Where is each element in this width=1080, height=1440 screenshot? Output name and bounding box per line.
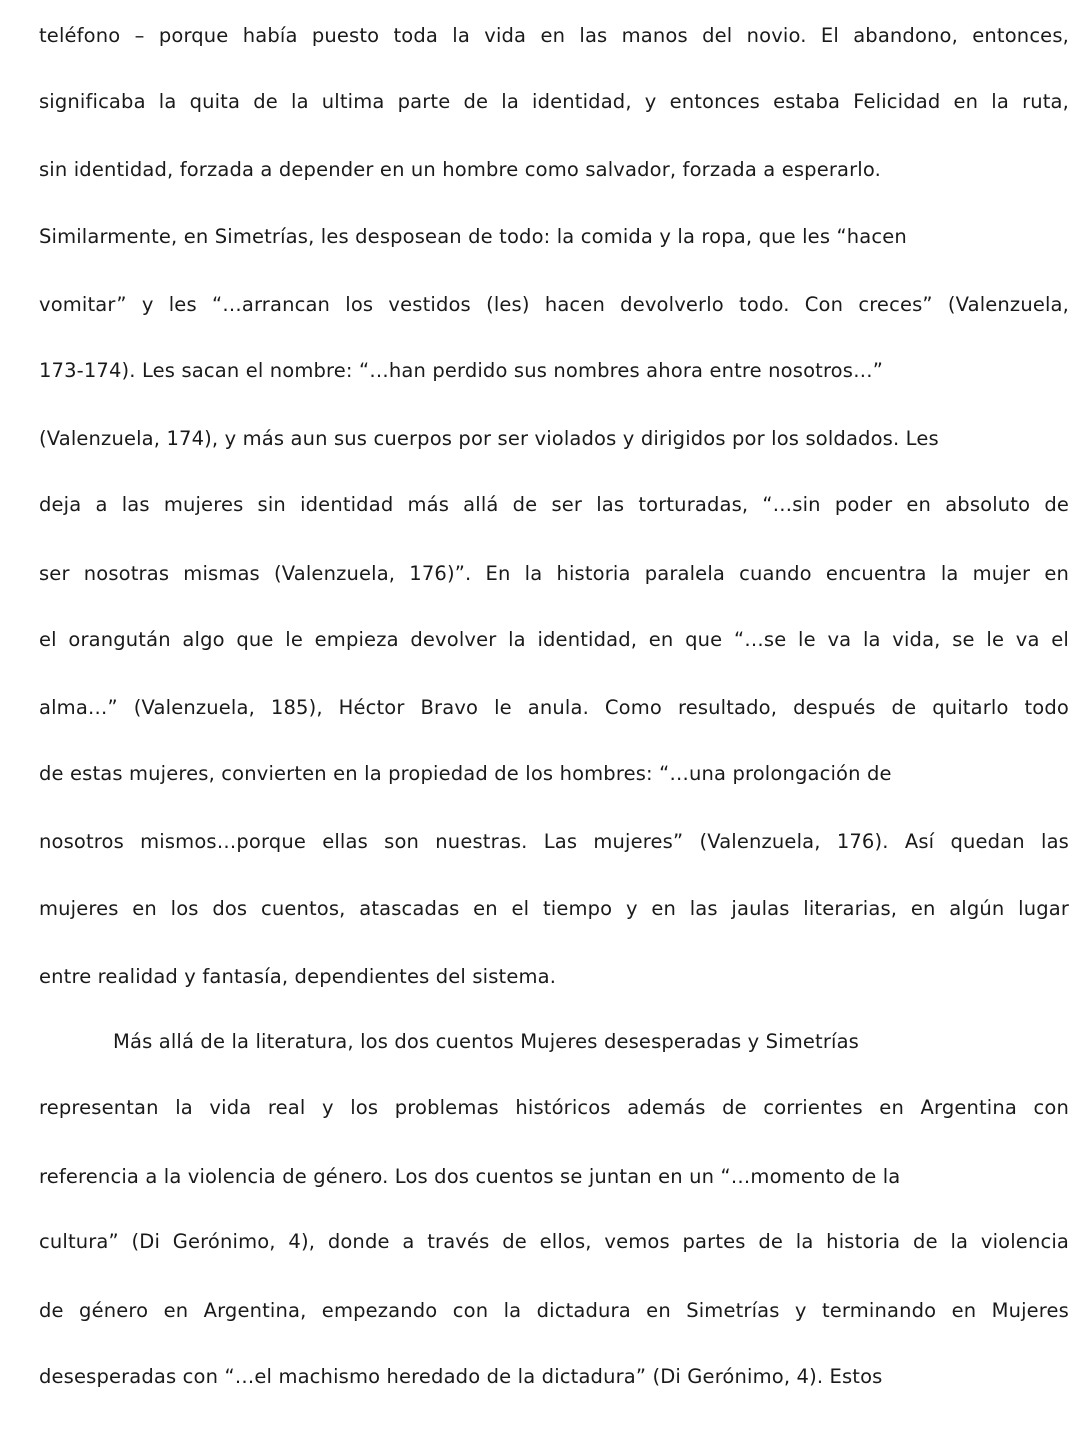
text-line: nosotros mismos…porque ellas son nuestras. Las mujeres” (Valenzuela, 176). Así quedan las bbox=[39, 830, 1069, 853]
text-line: de género en Argentina, empezando con la dictadura en Simetrías y terminando en Mujeres bbox=[39, 1299, 1069, 1322]
text-line: significaba la quita de la ultima parte de la identidad, y entonces estaba Felicidad en la ruta, bbox=[39, 90, 1069, 113]
text-line: entre realidad y fantasía, dependientes del sistema. bbox=[39, 965, 557, 988]
paragraph-first-line: Más allá de la literatura, los dos cuentos Mujeres desesperadas y Simetrías bbox=[113, 1030, 859, 1053]
text-line: alma…” (Valenzuela, 185), Héctor Bravo le anula. Como resultado, después de quitarlo todo bbox=[39, 696, 1069, 719]
text-line: desesperadas con “…el machismo heredado de la dictadura” (Di Gerónimo, 4). Estos bbox=[39, 1365, 883, 1388]
text-line: deja a las mujeres sin identidad más allá de ser las torturadas, “…sin poder en absoluto de bbox=[39, 493, 1069, 516]
text-line: representan la vida real y los problemas históricos además de corrientes en Argentina con bbox=[39, 1096, 1069, 1119]
text-line: 173-174). Les sacan el nombre: “…han perdido sus nombres ahora entre nosotros…” bbox=[39, 359, 883, 382]
text-line: de estas mujeres, convierten en la propiedad de los hombres: “…una prolongación de bbox=[39, 762, 892, 785]
text-line: (Valenzuela, 174), y más aun sus cuerpos por ser violados y dirigidos por los soldados. Les bbox=[39, 427, 939, 450]
text-line: referencia a la violencia de género. Los dos cuentos se juntan en un “…momento de la bbox=[39, 1165, 901, 1188]
text-line: sin identidad, forzada a depender en un hombre como salvador, forzada a esperarlo. bbox=[39, 158, 881, 181]
text-line: mujeres en los dos cuentos, atascadas en el tiempo y en las jaulas literarias, en algún lugar bbox=[39, 897, 1069, 920]
text-line: Similarmente, en Simetrías, les desposean de todo: la comida y la ropa, que les “hacen bbox=[39, 225, 907, 248]
text-line: vomitar” y les “…arrancan los vestidos (les) hacen devolverlo todo. Con creces” (Valenzuela, bbox=[39, 293, 1069, 316]
text-line: cultura” (Di Gerónimo, 4), donde a través de ellos, vemos partes de la historia de la violencia bbox=[39, 1230, 1069, 1253]
text-line: el orangután algo que le empieza devolver la identidad, en que “…se le va la vida, se le va el bbox=[39, 628, 1069, 651]
text-line: ser nosotras mismas (Valenzuela, 176)”. En la historia paralela cuando encuentra la mujer en bbox=[39, 562, 1069, 585]
text-line: teléfono – porque había puesto toda la vida en las manos del novio. El abandono, entonces, bbox=[39, 24, 1069, 47]
